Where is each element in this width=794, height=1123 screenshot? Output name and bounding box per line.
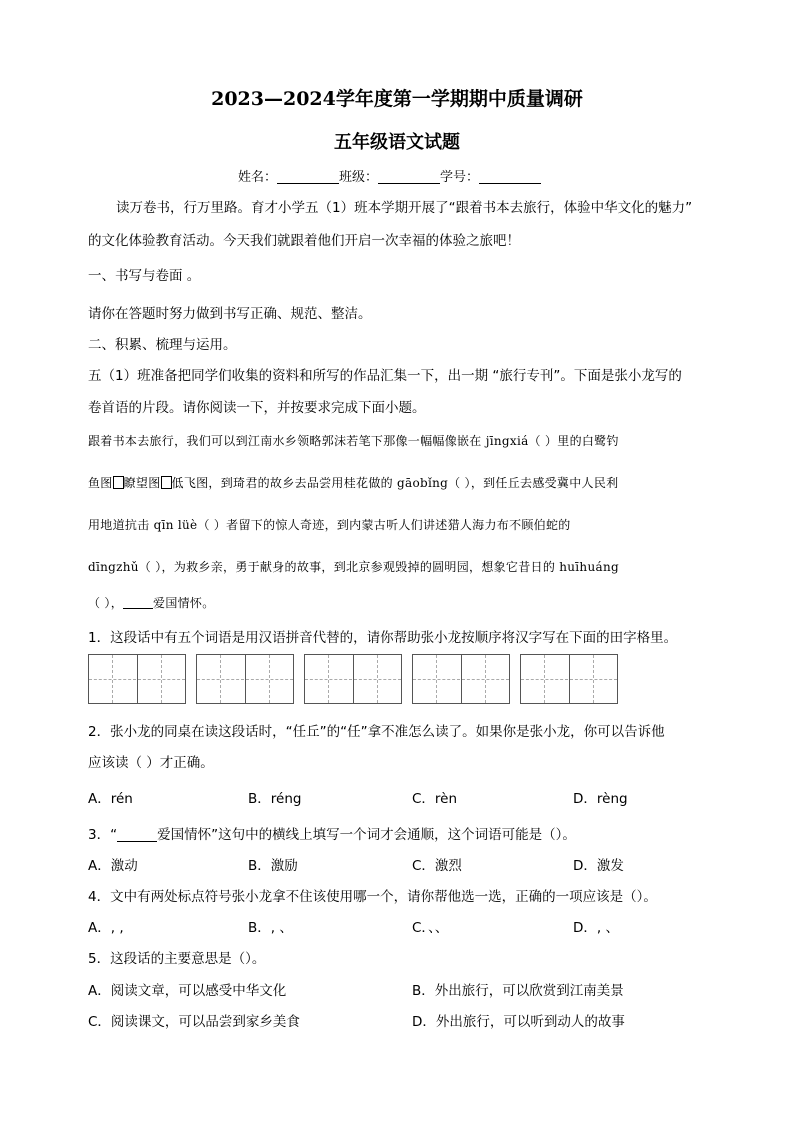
id-blank[interactable] [479,169,541,184]
section-1-heading: 一、书写与卷面 。 [88,268,201,284]
intro-line-1: 读万卷书，行万里路。育才小学五（1）班本学期开展了“跟着书本去旅行，体验中华文化的魅力” [116,200,693,216]
passage-line-1: 跟着书本去旅行，我们可以到江南水乡领略郭沫若笔下那像一幅幅像嵌在 jīngxiá（ ）里的白鹭钓 [88,434,619,448]
q2-option-b[interactable]: B．réng [248,791,302,807]
q4-option-d[interactable]: D．, 、 [573,920,619,936]
writing-grid[interactable] [520,654,618,704]
section-2-line-1: 五（1）班准备把同学们收集的资料和所写的作品汇集一下，出一期 “旅行专刊”。下面是张小龙写的 [88,368,682,384]
punctuation-box[interactable] [161,476,172,489]
q3-option-d[interactable]: D．激发 [573,858,624,874]
question-1: 1．这段话中有五个词语是用汉语拼音代替的，请你帮助张小龙按顺序将汉字写在下面的田字格里。 [88,630,678,646]
exam-subtitle: 五年级语文试题 [334,132,460,153]
q2-option-d[interactable]: D．rèng [573,791,628,807]
section-2-line-2: 卷首语的片段。请你阅读一下，并按要求完成下面小题。 [88,400,426,416]
passage-line-5: （ ）， 爱国情怀。 [88,596,215,610]
q3-option-b[interactable]: B．激励 [248,858,298,874]
section-2-heading: 二、积累、梳理与运用。 [88,337,237,353]
student-info [238,166,541,185]
q5-option-d[interactable]: D．外出旅行，可以听到动人的故事 [412,1014,625,1030]
q2-option-a[interactable]: A．rén [88,791,133,807]
writing-grid[interactable] [412,654,510,704]
section-1-text: 请你在答题时努力做到书写正确、规范、整洁。 [88,306,372,322]
q2-option-c[interactable]: C．rèn [412,791,458,807]
writing-grid[interactable] [304,654,402,704]
question-2-line-2: 应该读（ ）才正确。 [88,755,214,771]
name-blank[interactable] [277,169,339,184]
class-blank[interactable] [378,169,440,184]
fill-blank[interactable] [123,596,153,609]
passage-line-4: dīngzhǔ（ ），为救乡亲，勇于献身的故事，到北京参观毁掉的圆明园，想象它昔日的 huīhuáng [88,560,619,574]
punctuation-box[interactable] [113,476,124,489]
passage-line-2: 鱼图 瞭望图 低飞图，到琦君的故乡去品尝用桂花做的 gāobǐng（ ），到任丘去感受冀中人民利 [88,476,619,490]
question-4: 4．文中有两处标点符号张小龙拿不住该使用哪一个，请你帮他选一选，正确的一项应该是（）。 [88,889,657,905]
q5-option-a[interactable]: A．阅读文章，可以感受中华文化 [88,983,287,999]
q4-option-a[interactable]: A．, , [88,920,124,936]
name-label: 姓名： [238,170,278,185]
q3-option-a[interactable]: A．激动 [88,858,138,874]
q4-option-c[interactable]: C．、、 [412,920,449,936]
q5-option-b[interactable]: B．外出旅行，可以欣赏到江南美景 [412,983,624,999]
q3-blank[interactable] [117,827,157,842]
exam-title: 2023—2024学年度第一学期期中质量调研 [211,88,583,110]
writing-grid[interactable] [88,654,186,704]
question-2-line-1: 2．张小龙的同桌在读这段话时，“任丘”的“任”拿不准怎么读了。如果你是张小龙，你可以告诉他 [88,724,665,740]
id-label: 学号： [440,170,480,185]
question-3: 3．“ 爱国情怀”这句中的横线上填写一个词才会通顺，这个词语可能是（）。 [88,827,576,843]
q5-option-c[interactable]: C．阅读课文，可以品尝到家乡美食 [88,1014,300,1030]
q3-option-c[interactable]: C．激烈 [412,858,462,874]
writing-grid[interactable] [196,654,294,704]
writing-grid-group [88,654,628,704]
class-label: 班级： [339,170,379,185]
question-5: 5．这段话的主要意思是（）。 [88,951,266,967]
passage-line-3: 用地道抗击 qīn lüè（ ）者留下的惊人奇迹，到内蒙古听人们讲述猎人海力布不顾伯蛇的 [88,518,571,532]
intro-line-2: 的文化体验教育活动。今天我们就跟着他们开启一次幸福的体验之旅吧！ [88,233,520,249]
q4-option-b[interactable]: B．, 、 [248,920,293,936]
